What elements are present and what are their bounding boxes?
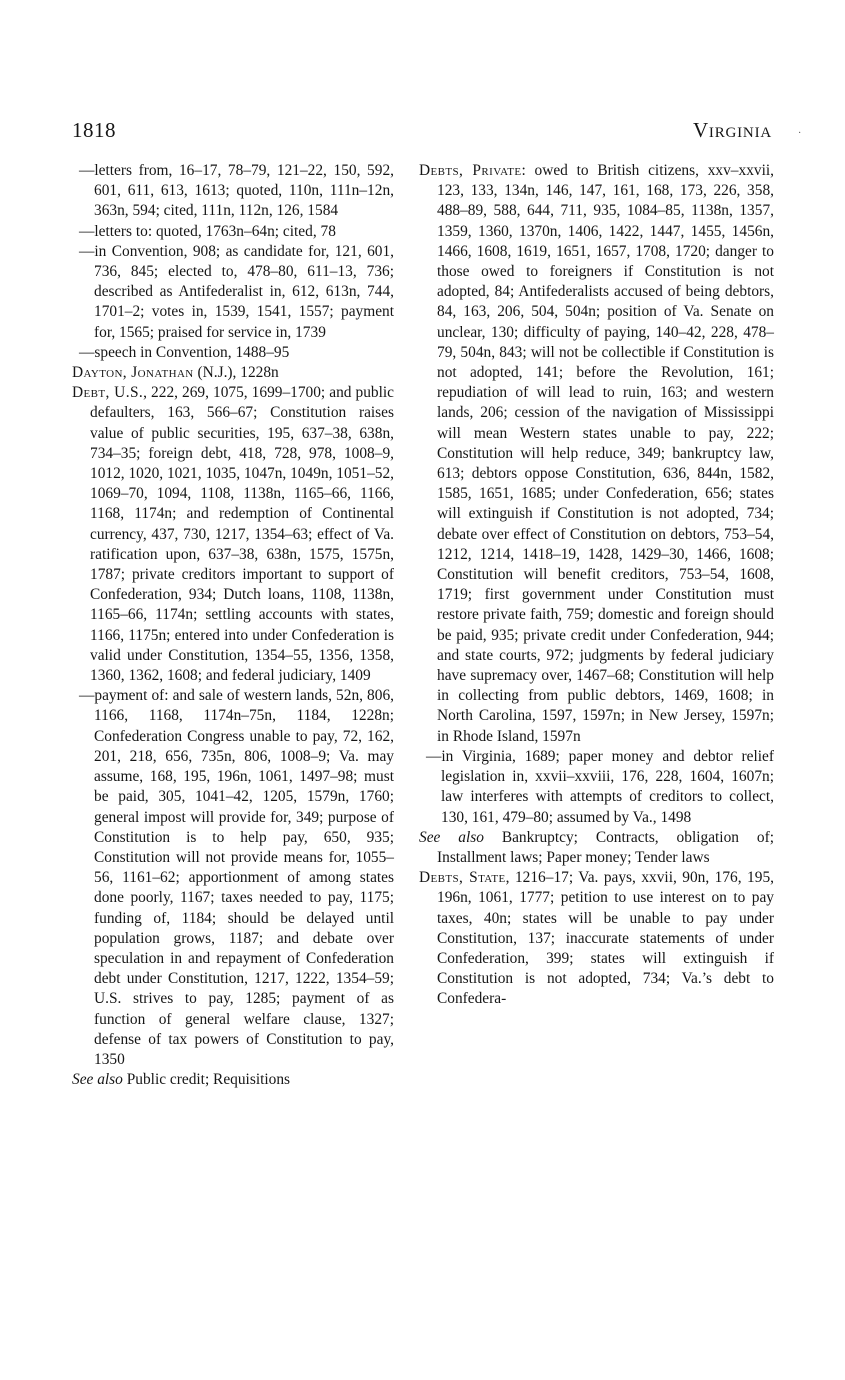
index-see-also: See also Public credit; Requisitions xyxy=(72,1071,291,1089)
right-column xyxy=(419,161,774,1010)
index-subentry-speech: —speech in Convention, 1488–95 xyxy=(79,343,290,361)
entry-heading: Dayton, Jonathan xyxy=(72,364,194,382)
section-title: Virginia xyxy=(692,118,772,142)
index-entry-dayton: Dayton, Jonathan (N.J.), 1228n xyxy=(72,364,279,382)
left-column xyxy=(72,161,394,1090)
index-subentry-letters-to: —letters to: quoted, 1763n–64n; cited, 78 xyxy=(79,222,336,240)
index-entry-debts-private: Debts, Private: owed to British citizens, xxv–xxvii, 123, 133, 134n, 146, 147, 161, 168, 173, 226, 358, 488–89, 588, 644, 711, 935, 1084–85, 1138n, 1357, 1359, 1360, 1370n, 1406, 1422, 1447, 1455, 1456n, 1466, 1608, 1619, 1651, 1657, 1708, 1720; danger to those owed to foreigners if Constitution is not adopted, 84; Antifederalists accused of being debtors, 84, 163, 206, 504, 504n; position of Va. Senate on unclear, 130; difficulty of paying, 140–42, 228, 478–79, 504n, 843; will not be collectible if Constitution is not adopted, 141; before the Revolution, 161; repudiation of will lead to ruin, 163; and western lands, 206; cession of the navigation of Mississippi will mean Western states unable to pay, 222; Constitution will help reduce, 349; bankruptcy law, 613; debtors oppose Constitution, 636, 844n, 1582, 1585, 1651, 1685; under Confederation, 656; states will extinguish if Constitution is not adopted, 734; debate over effect of Constitution on debtors, 753–54, 1212, 1214, 1418–19, 1428, 1429–30, 1466, 1608; Constitution will benefit creditors, 753–54, 1608, 1719; first government under Constitution must restore private faith, 759; domestic and foreign should be paid, 935; private credit under Confederation, 944; and state courts, 972; judgments by federal judiciary have supremacy over, 1467–68; Constitution will help in collecting from public debtors, 1469, 1608; in North Carolina, 1597, 1597n; in New Jersey, 1597n; in Rhode Island, 1597n xyxy=(419,162,774,745)
stray-mark: · xyxy=(798,128,802,139)
running-head xyxy=(72,118,772,148)
entry-heading: Debts, Private xyxy=(419,162,522,179)
index-subentry-payment-of: —payment of: and sale of western lands, 52n, 806, 1166, 1168, 1174n–75n, 1184, 1228n; Confederation Congress unable to pay, 72, 162, 201, 218, 656, 735n, 806, 1008–9; Va. may assume, 168, 195, 196n, 1061, 1497–98; must be paid, 305, 1041–42, 1205, 1579n, 1760; general impost will provide for, 349; purpose of Constitution is to help pay, 650, 935; Constitution will not provide means for, 1055–56, 1161–62; apportionment of among states done poorly, 1167; taxes needed to pay, 1175; funding of, 1184; should be delayed until population grows, 1187; and debate over speculation in and repayment of Confederation debt under Constitution, 1217, 1222, 1354–59; U.S. strives to pay, 1285; payment of as function of general welfare clause, 1327; defense of tax powers of Constitution to pay, 1350 xyxy=(79,687,394,1068)
index-subentry-in-convention: —in Convention, 908; as candidate for, 121, 601, 736, 845; elected to, 478–80, 611–13, 736; described as Antifederalist in, 612, 613n, 744, 1701–2; votes in, 1539, 1541, 1557; payment for, 1565; praised for service in, 1739 xyxy=(79,242,394,341)
index-subentry-letters-from: —letters from, 16–17, 78–79, 121–22, 150, 592, 601, 611, 613, 1613; quoted, 110n, 111n–12n, 363n, 594; cited, 111n, 112n, 126, 1584 xyxy=(79,162,394,220)
index-entry-debt-us: Debt, U.S., 222, 269, 1075, 1699–1700; and public defaulters, 163, 566–67; Constitution raises value of public securities, 195, 637–38, 638n, 734–35; foreign debt, 418, 728, 978, 1008–9, 1012, 1020, 1021, 1035, 1047n, 1049n, 1051–52, 1069–70, 1094, 1108, 1138n, 1165–66, 1166, 1168, 1174n; and redemption of Continental currency, 437, 730, 1217, 1354–63; effect of Va. ratification upon, 637–38, 638n, 1575, 1575n, 1787; private creditors important to support of Confederation, 934; Dutch loans, 1108, 1138n, 1165–66, 1174n; settling accounts with states, 1166, 1175n; entered into under Confederation is valid under Constitution, 1354–55, 1356, 1358, 1360, 1362, 1608; and federal judiciary, 1409 xyxy=(72,384,394,685)
index-entry-debts-state: Debts, State, 1216–17; Va. pays, xxvii, 90n, 176, 195, 196n, 1061, 1777; petition to use interest on to pay taxes, 40n; states will be unable to pay under Constitution, 137; inaccurate statements of under Confederation, 399; states will extinguish if Constitution is not adopted, 734; Va.’s debt to Confedera- xyxy=(419,869,774,1008)
index-see-also: See also Bankruptcy; Contracts, obligation of; Installment laws; Paper money; Tender laws xyxy=(419,828,774,866)
entry-heading: Debt, U.S. xyxy=(72,384,144,402)
index-subentry-in-virginia: —in Virginia, 1689; paper money and debtor relief legislation in, xxvii–xxviii, 176, 228, 1604, 1607n; law interferes with attempts of creditors to collect, 130, 161, 479–80; assumed by Va., 1498 xyxy=(426,747,774,826)
entry-heading: Debts, State xyxy=(419,869,506,887)
page-number: 1818 xyxy=(72,118,116,142)
